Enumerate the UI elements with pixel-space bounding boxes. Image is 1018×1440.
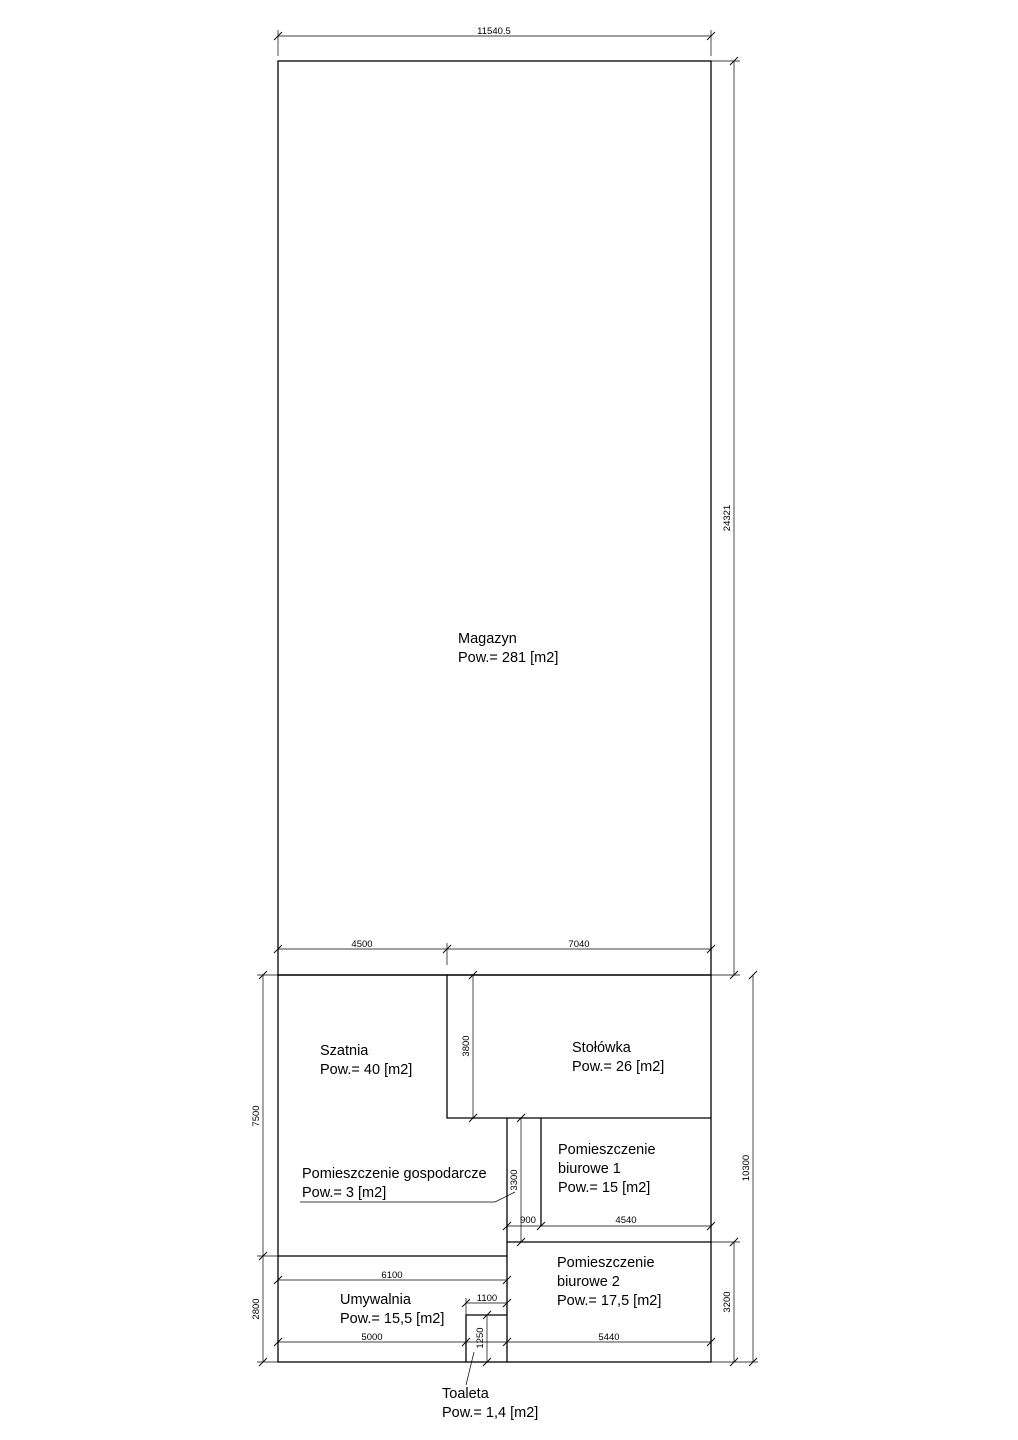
dim-toaleta-height: 1250: [475, 1327, 486, 1349]
dim-lower-height: 10300: [741, 1154, 752, 1182]
room-stolowka-name: Stołówka: [572, 1040, 631, 1056]
dimension-labels: [251, 26, 752, 1349]
room-toaleta-area: Pow.= 1,4 [m2]: [442, 1405, 539, 1421]
room-biurowe2-name-2: biurowe 2: [557, 1274, 620, 1290]
room-umywalnia-area: Pow.= 15,5 [m2]: [340, 1311, 445, 1327]
room-szatnia-name: Szatnia: [320, 1043, 369, 1059]
room-biurowe2-area: Pow.= 17,5 [m2]: [557, 1293, 662, 1309]
room-gospodarcze: [302, 1166, 487, 1201]
magazyn-outline: [278, 61, 711, 975]
room-biurowe1: [558, 1142, 656, 1196]
room-biurowe1-area: Pow.= 15 [m2]: [558, 1180, 651, 1196]
room-gospodarcze-name: Pomieszczenie gospodarcze: [302, 1166, 487, 1182]
dim-gospodarcze-width: 900: [520, 1215, 536, 1226]
room-stolowka-area: Pow.= 26 [m2]: [572, 1059, 665, 1075]
room-biurowe1-name-1: Pomieszczenie: [558, 1142, 656, 1158]
room-magazyn: [458, 631, 558, 666]
room-toaleta: [442, 1386, 538, 1421]
dim-toaleta-width: 1100: [476, 1293, 498, 1304]
dim-szatnia-height: 7500: [251, 1105, 262, 1127]
dim-umywalnia-width-lower: 5000: [361, 1332, 383, 1343]
dim-szatnia-width: 4500: [351, 939, 373, 950]
toaleta-walls: [466, 1315, 507, 1362]
dim-umywalnia-height: 2800: [251, 1298, 262, 1320]
room-magazyn-name: Magazyn: [458, 631, 517, 647]
room-magazyn-area: Pow.= 281 [m2]: [458, 650, 559, 666]
room-biurowe2-name-1: Pomieszczenie: [557, 1255, 655, 1271]
room-umywalnia: [340, 1292, 444, 1327]
dim-stolowka-height: 3800: [461, 1035, 472, 1057]
room-toaleta-name: Toaleta: [442, 1386, 489, 1402]
leader-lines: [300, 1192, 515, 1385]
dim-stolowka-width: 7040: [568, 939, 590, 950]
room-biurowe2: [557, 1255, 661, 1309]
dim-magazyn-height: 24321: [722, 504, 733, 532]
room-biurowe1-name-2: biurowe 1: [558, 1161, 621, 1177]
room-szatnia-area: Pow.= 40 [m2]: [320, 1062, 413, 1078]
room-umywalnia-name: Umywalnia: [340, 1292, 411, 1308]
dim-biurowe2-width: 5440: [598, 1332, 620, 1343]
dim-umywalnia-width-upper: 6100: [381, 1270, 403, 1281]
dim-biurowe1-width: 4540: [615, 1215, 637, 1226]
room-stolowka: [572, 1040, 664, 1075]
room-gospodarcze-area: Pow.= 3 [m2]: [302, 1185, 387, 1201]
dim-gospodarcze-height: 3300: [509, 1169, 520, 1191]
dim-total-width: 11540.5: [477, 26, 511, 37]
room-szatnia: [320, 1043, 412, 1078]
dim-biurowe2-height: 3200: [722, 1291, 733, 1313]
